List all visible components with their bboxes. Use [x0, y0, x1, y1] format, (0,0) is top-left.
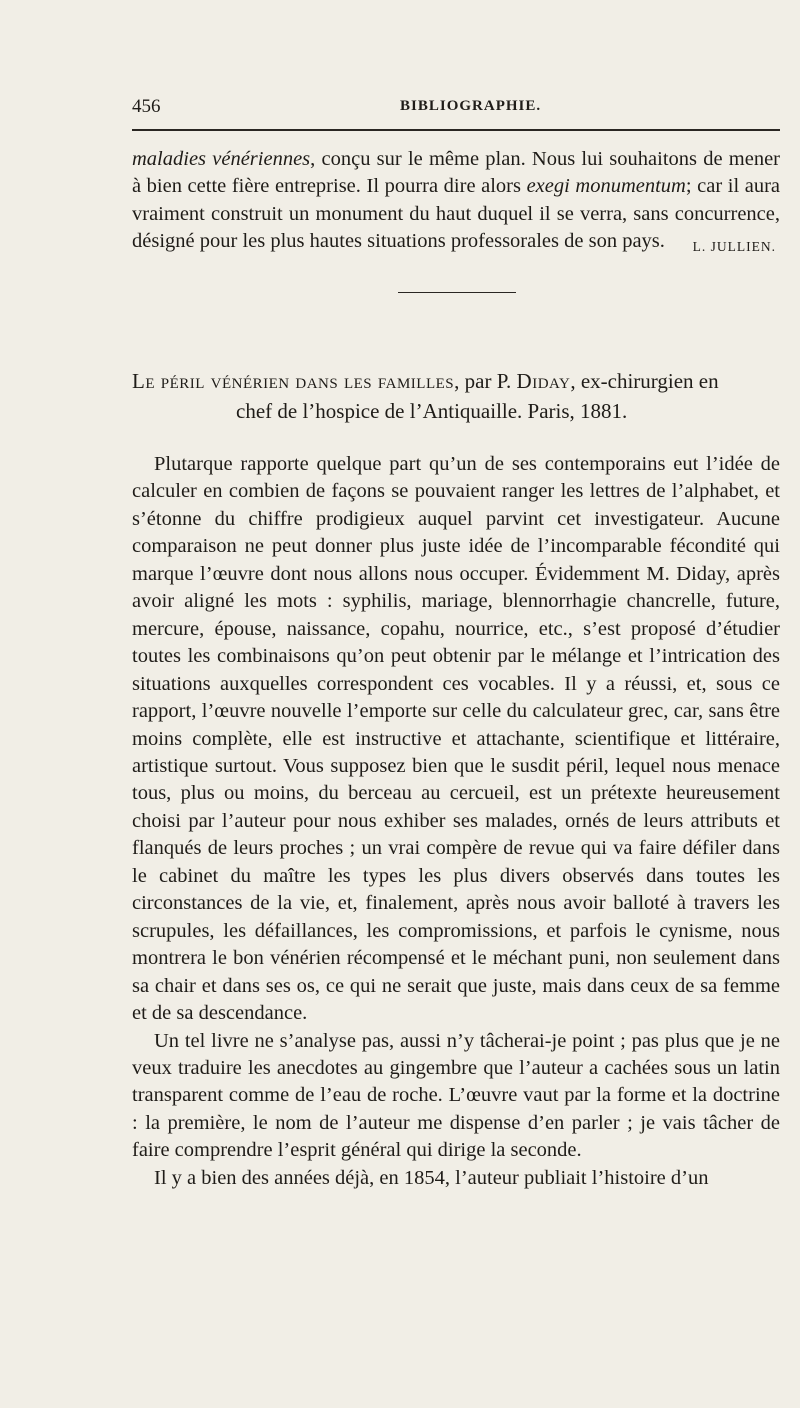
running-title: BIBLIOGRAPHIE. — [400, 98, 542, 114]
entry-title: Le péril vénérien dans les familles — [132, 369, 455, 393]
header-rule — [132, 129, 780, 131]
review-text-b: ; car il aura vraiment construit un monument du haut duquel il se verra, sans concurrence, désigné pour les plus hautes situations professorales de son pays. — [132, 175, 780, 253]
review-body — [132, 451, 780, 1192]
paragraph: Un tel livre ne s’analyse pas, aussi n’y tâcherai-je point ; pas plus que je ne veux traduire les anecdotes au gingembre que l’auteur a cachées sous un latin transparent comme de l’eau de roche. L’œuvre vaut par la forme et la doctrine : la première, le nom de l’auteur me dispense d’en parler ; je vais tâcher de faire comprendre l’esprit général qui dirige la seconde. — [132, 1029, 780, 1162]
italic-quote: exegi monumentum — [526, 175, 686, 198]
paragraph: Il y a bien des années déjà, en 1854, l’auteur publiait l’histoire d’un — [154, 1166, 709, 1189]
entry-by: , par P. — [454, 369, 517, 393]
entry-rest-1: , ex-chirurgien en — [570, 369, 719, 393]
entry-line-2: chef de l’hospice de l’Antiquaille. Paris, 1881. — [236, 399, 628, 423]
page-header — [132, 96, 780, 126]
paragraph: Plutarque rapporte quelque part qu’un de ses contemporains eut l’idée de calculer en combien de façons se pouvaient ranger les lettres de l’alphabet, et s’étonne du chiffre prodigieux auquel parvint cet investigateur. Aucune comparaison ne peut donner plus juste idée de l’incomparable fécondité qui marque l’œuvre dont nous allons nous occuper. Évidemment M. Diday, après avoir aligné les mots : syphilis, mariage, blennorrhagie chancrelle, future, mercure, épouse, naissance, copahu, nourrice, etc., s’est proposé d’étudier toutes les combinaisons qu’on peut obtenir par le mélange et l’intrication des situations auxquelles correspondent ces vocables. Il y a réussi, et, sous ce rapport, l’œuvre nouvelle l’emporte sur celle du calculateur grec, car, sans être moins complète, elle est instructive et attachante, scientifique et littéraire, artistique surtout. Vous supposez bien que le susdit péril, lequel nous menace tous, plus ou moins, du berceau au cercueil, est un prétexte heureusement choisi par l’auteur pour nous exhiber ses malades, ornés de leurs attributs et flanqués de leurs proches ; un vrai compère de revue qui va faire défiler dans le cabinet du maître les types les plus divers observés dans toutes les circonstances de la vie, et, finalement, après nous avoir balloté à travers les scrupules, les défaillances, les compromissions, et parfois le cynisme, nous montrera le bon vénérien récompensé et le méchant puni, non seulement dans sa chair et dans ses os, ce qui ne serait que juste, mais dans ceux de sa femme et de sa descendance. — [132, 453, 780, 1025]
entry-line-1 — [132, 366, 780, 396]
review-conclusion — [132, 146, 780, 256]
review-text-a: , conçu sur le même plan. Nous lui souhaitons de mener à bien cette fière entreprise. Il pourra dire alors — [132, 148, 781, 198]
page-number: 456 — [132, 96, 161, 117]
section-divider — [398, 292, 516, 293]
entry-author: Diday — [516, 369, 571, 393]
italic-opening: maladies vénériennes — [132, 148, 311, 170]
signature: L. JULLIEN. — [692, 239, 776, 254]
bibliographic-entry — [132, 366, 780, 426]
